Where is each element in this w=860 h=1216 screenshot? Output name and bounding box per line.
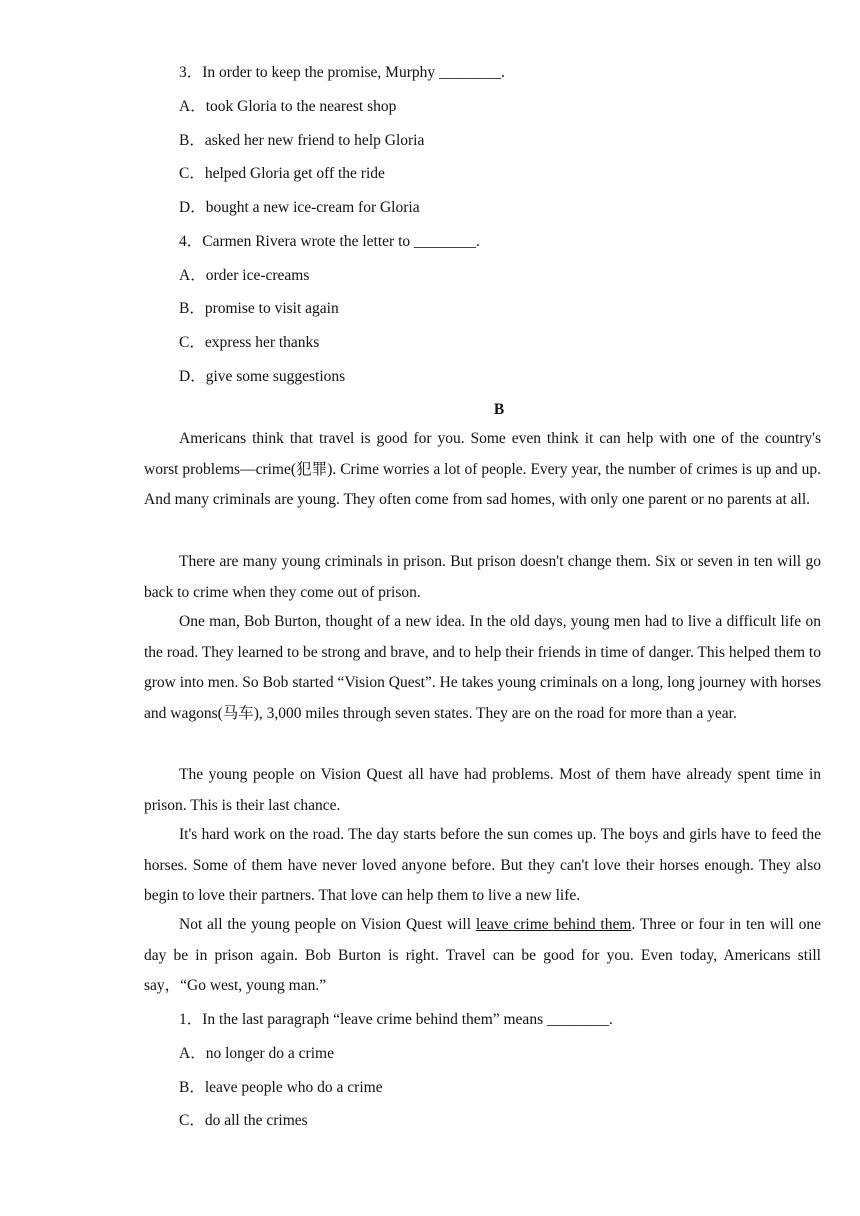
- question-3-option-a: A．took Gloria to the nearest shop: [179, 98, 397, 115]
- question-b1-option-a: A．no longer do a crime: [179, 1045, 334, 1062]
- question-4-option-a: A．order ice-creams: [179, 267, 310, 284]
- paragraph-6-before: Not all the young people on Vision Quest will: [179, 916, 476, 933]
- passage-paragraph-1: Americans think that travel is good for you. Some even think it can help with one of the country's worst problems—crime(犯罪). Crime worries a lot of people. Every year, the number of crimes is up and up. And many criminals are young. They often come from sad homes, with only one parent or no parents at all.: [144, 430, 821, 508]
- passage-paragraph-4: The young people on Vision Quest all have had problems. Most of them have already spent time in prison. This is their last chance.: [144, 766, 821, 814]
- underlined-phrase: leave crime behind them: [475, 916, 632, 933]
- passage-paragraph-2: There are many young criminals in prison. But prison doesn't change them. Six or seven in ten will go back to crime when they come out of prison.: [144, 553, 821, 601]
- passage-paragraph-6: [144, 910, 821, 1002]
- question-b1-stem: 1．In the last paragraph “leave crime behind them” means ________.: [179, 1011, 613, 1028]
- question-4-option-d: D．give some suggestions: [179, 368, 346, 385]
- question-3-stem: 3．In order to keep the promise, Murphy ________.: [179, 64, 505, 81]
- question-4-stem: 4．Carmen Rivera wrote the letter to ________.: [179, 233, 480, 250]
- question-b1-option-b: B．leave people who do a crime: [179, 1079, 383, 1096]
- question-3-option-c: C．helped Gloria get off the ride: [179, 165, 385, 182]
- passage-paragraph-3: One man, Bob Burton, thought of a new idea. In the old days, young men had to live a difficult life on the road. They learned to be strong and brave, and to help their friends in time of danger. This helped them to grow into men. So Bob started “Vision Quest”. He takes young criminals on a long, long journey with horses and wagons(马车), 3,000 miles through seven states. They are on the road for more than a year.: [144, 613, 821, 722]
- section-b-title: B: [493, 401, 505, 418]
- question-3-option-d: D．bought a new ice-cream for Gloria: [179, 199, 420, 216]
- question-4-option-c: C．express her thanks: [179, 334, 320, 351]
- question-4-option-b: B．promise to visit again: [179, 300, 339, 317]
- question-3-option-b: B．asked her new friend to help Gloria: [179, 132, 425, 149]
- question-b1-option-c: C．do all the crimes: [179, 1112, 308, 1129]
- paragraph-6-after: . Three or four in ten will one day be in prison again. Bob Burton is right. Travel can be good for you. Even today, Americans still say，“Go west, young man.”: [144, 916, 821, 994]
- passage-paragraph-5: It's hard work on the road. The day starts before the sun comes up. The boys and girls have to feed the horses. Some of them have never loved anyone before. But they can't love their horses enough. They also begin to love their partners. That love can help them to live a new life.: [144, 826, 821, 904]
